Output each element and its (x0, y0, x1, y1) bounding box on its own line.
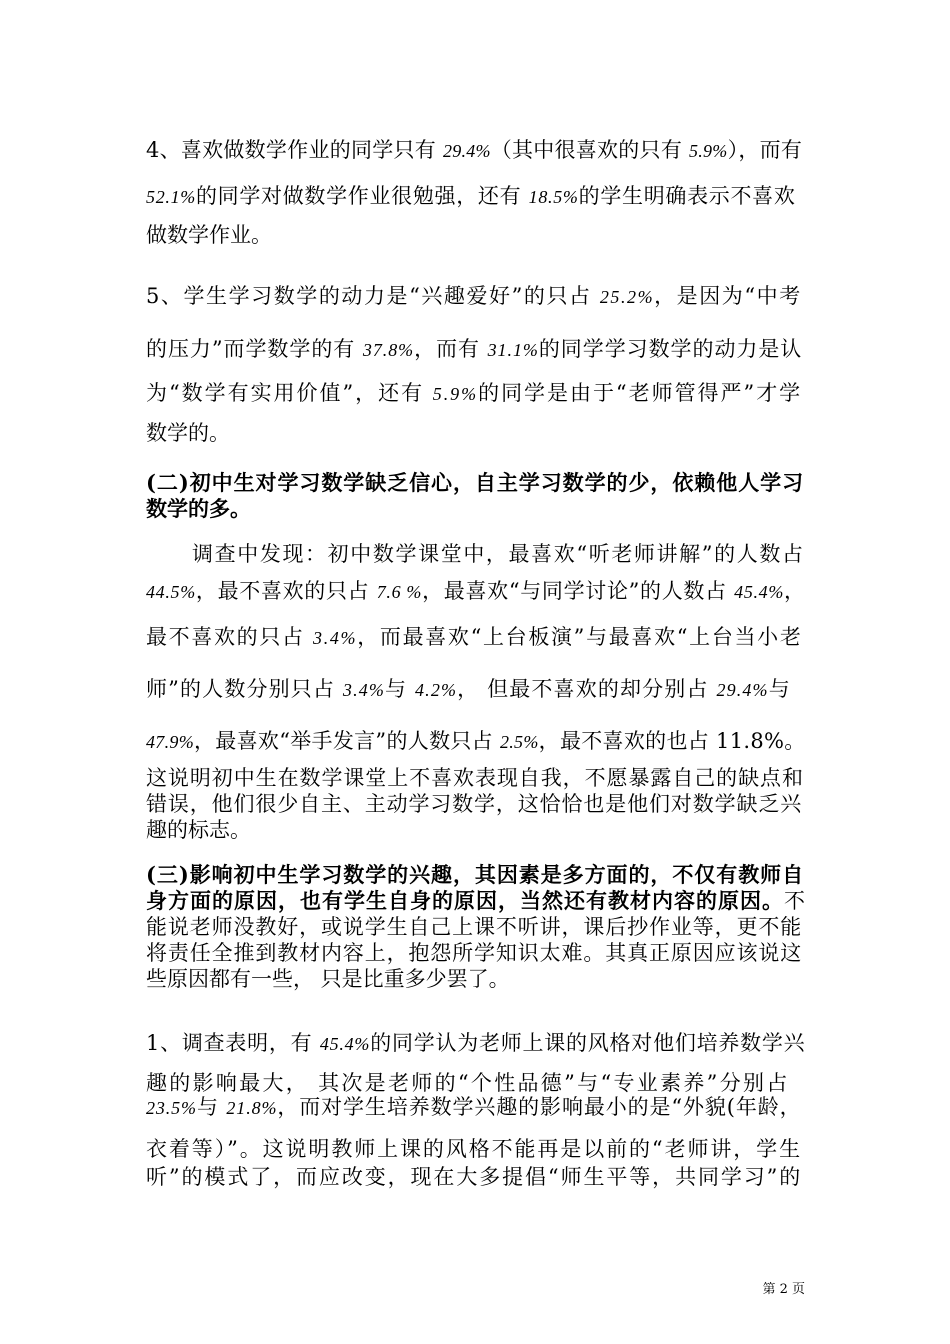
text-run: 与 (385, 677, 416, 701)
text-run: 趣的标志。 (146, 818, 251, 842)
text-run: 些原因都有一些， 只是比重多少罢了。 (146, 967, 510, 991)
text-line (146, 1136, 802, 1162)
number-value: 5.9% (689, 141, 728, 161)
text-line (146, 380, 802, 407)
text-run: (二)初中生对学习数学缺乏信心，自主学习数学的少，依赖他人学习 (146, 470, 805, 495)
text-run: 数学的。 (146, 421, 230, 445)
text-run: 错误，他们很少自主、主动学习数学，这恰恰也是他们对数学缺乏兴 (146, 792, 803, 816)
number-value: 45.4% (319, 1034, 371, 1054)
text-run: 身方面的原因，也有学生自身的原因，当然还有教材内容的原因。 (146, 888, 784, 913)
number-value: 3.4% (342, 680, 386, 700)
text-line (146, 183, 796, 210)
number-value: 31.1% (487, 340, 539, 360)
text-run: 趣的影响最大， 其次是老师的“个性品德”与“专业素养”分别占 (146, 1071, 790, 1095)
text-run: 的学生明确表示不喜欢 (578, 184, 796, 208)
number-value: 18.5% (528, 187, 579, 207)
number-value: 44.5% (146, 582, 196, 602)
number-value: 3.4% (313, 628, 358, 648)
text-line (192, 541, 805, 567)
text-run: 这说明初中生在数学课堂上不喜欢表现自我，不愿暴露自己的缺点和 (146, 766, 804, 790)
text-line (146, 676, 791, 703)
section-heading-line (146, 862, 804, 888)
text-line (146, 624, 803, 651)
page-number: 第 2 页 (762, 1282, 805, 1297)
text-run: 4、喜欢做数学作业的同学只有 (146, 138, 443, 162)
text-run: ，最喜欢“举手发言”的人数只占 (194, 729, 500, 753)
text-run: ，而最喜欢“上台板演”与最喜欢“上台当小老 (357, 625, 803, 649)
number-value: 5.9% (432, 384, 479, 404)
text-line (146, 222, 272, 248)
text-line (146, 728, 806, 755)
number-value: 4.2% (415, 680, 458, 700)
text-line (146, 914, 802, 940)
text-run: 为“数学有实用价值”，还有 (146, 381, 433, 405)
text-run: 与 (196, 1095, 227, 1119)
text-run: 调查中发现：初中数学课堂中，最喜欢“听老师讲解”的人数占 (192, 542, 805, 566)
number-value: 23.5% (146, 1098, 197, 1118)
number-value: 52.1% (146, 187, 196, 207)
text-run: 师”的人数分别只占 (146, 677, 343, 701)
text-line (146, 578, 806, 605)
text-run: 的同学是由于“老师管得严”才学 (478, 381, 803, 405)
text-line (146, 966, 510, 992)
text-run: ，最不喜欢的也占 11.8%。 (538, 729, 806, 753)
text-line (146, 888, 806, 914)
number-value: 47.9% (146, 732, 194, 752)
text-run: 不 (784, 889, 806, 913)
number-value: 37.8% (362, 340, 415, 360)
text-run: ，而有 (414, 337, 488, 361)
text-run: 能说老师没教好，或说学生自己上课不听讲，课后抄作业等，更不能 (146, 915, 803, 939)
text-line (146, 1030, 805, 1057)
text-line (146, 137, 802, 164)
number-value: 25.2% (599, 287, 655, 307)
text-run: 做数学作业。 (146, 223, 272, 247)
text-run: 的同学对做数学作业很勉强，还有 (195, 184, 529, 208)
text-run: 与 (768, 677, 791, 701)
text-run: 数学的多。 (146, 496, 251, 521)
text-line (146, 1094, 802, 1121)
number-value: 21.8% (226, 1098, 278, 1118)
number-value: 7.6 % (376, 582, 423, 602)
text-line (146, 940, 802, 966)
text-run: ，而对学生培养数学兴趣的影响最小的是“外貌(年龄， (277, 1095, 802, 1119)
text-run: 的同学学习数学的动力是认 (538, 337, 803, 361)
text-run: （其中很喜欢的只有 (490, 138, 690, 162)
text-run: ， 但最不喜欢的却分别占 (457, 677, 717, 701)
number-value: 29.4% (716, 680, 769, 700)
section-heading-line (146, 470, 804, 496)
text-run: ， (784, 579, 806, 603)
text-run: ，最喜欢“与同学讨论”的人数占 (422, 579, 735, 603)
text-line (146, 817, 251, 843)
text-run: 的压力”而学数学的有 (146, 337, 363, 361)
text-run: 的同学认为老师上课的风格对他们培养数学兴 (370, 1031, 806, 1055)
text-line (146, 1070, 790, 1096)
text-run: 5、学生学习数学的动力是“兴趣爱好”的只占 (146, 284, 600, 308)
text-run: 将责任全推到教材内容上，抱怨所学知识太难。其真正原因应该说这 (146, 941, 803, 965)
text-run: 衣着等）”。这说明教师上课的风格不能再是以前的“老师讲，学生 (146, 1137, 802, 1161)
text-run: ），而有 (727, 138, 803, 162)
text-run: 最不喜欢的只占 (146, 625, 314, 649)
text-line (146, 336, 802, 363)
text-run: ，最不喜欢的只占 (195, 579, 377, 603)
text-run: 听”的模式了，而应改变，现在大多提倡“师生平等，共同学习”的 (146, 1165, 803, 1189)
number-value: 45.4% (734, 582, 785, 602)
number-value: 29.4% (442, 141, 491, 161)
number-value: 2.5% (499, 732, 539, 752)
text-line (146, 283, 802, 310)
text-line (146, 1164, 802, 1190)
text-line (146, 765, 804, 791)
text-line (146, 791, 802, 817)
text-run: 1、调查表明，有 (146, 1031, 320, 1055)
text-run: (三)影响初中生学习数学的兴趣，其因素是多方面的，不仅有教师自 (146, 862, 805, 887)
text-line (146, 420, 230, 446)
text-run: ，是因为“中考 (654, 284, 802, 308)
section-heading-line (146, 496, 251, 522)
